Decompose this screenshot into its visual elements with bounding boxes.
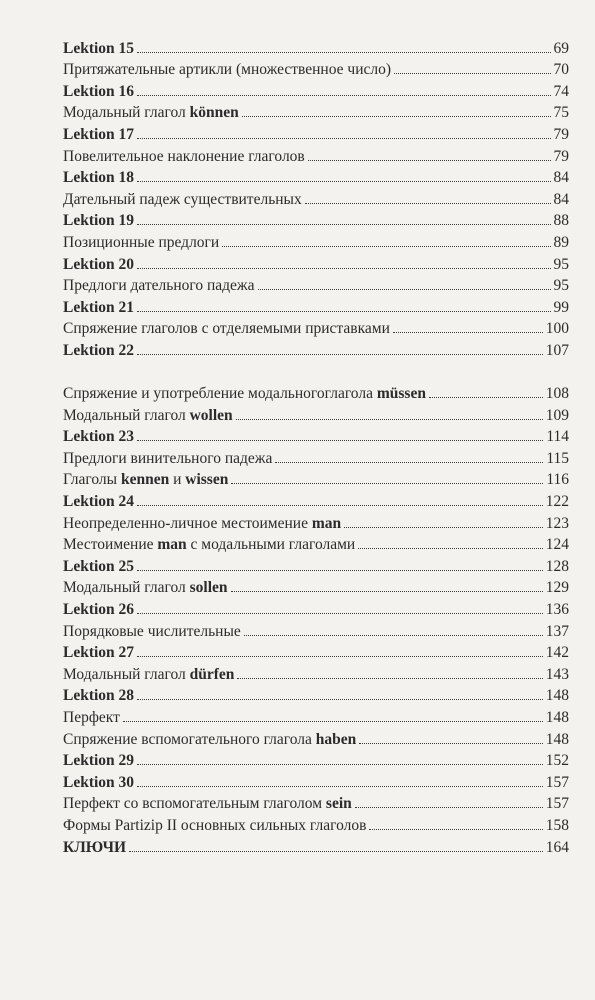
dot-leader (305, 203, 551, 204)
toc-entry (63, 488, 569, 510)
toc-entry-title (63, 795, 352, 812)
dot-leader (344, 527, 543, 528)
toc-entry-title-part: Перфект со вспомогательным глаголом (63, 795, 326, 813)
toc-entry (63, 359, 569, 402)
toc-entry-title-bold-part: sein (325, 795, 352, 813)
dot-leader (137, 268, 550, 269)
toc-entry-title-bold-part: Lektion 26 (63, 601, 135, 619)
toc-entry-title (63, 493, 134, 510)
dot-leader (137, 656, 543, 657)
toc-entry-page-number: 75 (553, 104, 569, 122)
toc-entry-page-number: 95 (553, 277, 569, 295)
dot-leader (129, 851, 543, 852)
dot-leader (123, 721, 543, 722)
toc-entry-title (63, 61, 391, 78)
toc-entry-title-bold-part: Lektion 17 (63, 125, 135, 143)
toc-entry-page-number: 99 (553, 298, 569, 316)
toc-entry-page-number: 84 (553, 169, 569, 187)
toc-entry-title-bold-part: Lektion 24 (63, 493, 135, 511)
toc-entry-page-number: 142 (545, 644, 569, 662)
toc-entry-title-part: Спряжение вспомогательного глагола (63, 730, 316, 748)
toc-entry (63, 834, 569, 856)
toc-entry (63, 769, 569, 791)
toc-entry (63, 510, 569, 532)
toc-entry-title (63, 709, 120, 726)
dot-leader (137, 764, 543, 765)
toc-entry (63, 186, 569, 208)
toc-entry (63, 294, 569, 316)
toc-entry (63, 618, 569, 640)
toc-entry-title-bold-part: haben (315, 730, 357, 748)
toc-entry-page-number: 152 (545, 752, 569, 770)
dot-leader (369, 829, 542, 830)
toc-entry-page-number: 148 (545, 687, 569, 705)
toc-entry-title (63, 839, 126, 856)
dot-leader (137, 138, 550, 139)
toc-entry-title-bold-part: Lektion 25 (63, 557, 135, 575)
toc-entry-title (63, 450, 272, 467)
dot-leader (137, 52, 550, 53)
toc-entry (63, 812, 569, 834)
toc-entry-title (63, 558, 134, 575)
toc-entry-title-bold-part: Lektion 18 (63, 169, 135, 187)
toc-entry-page-number: 136 (545, 601, 569, 619)
toc-entry-page-number: 70 (553, 61, 569, 79)
toc-entry-page-number: 74 (553, 82, 569, 100)
dot-leader (137, 505, 543, 506)
toc-entry-title-part: Модальный глагол (63, 406, 190, 424)
toc-entry-title (63, 623, 241, 640)
toc-entry-title-bold-part: sollen (189, 579, 228, 597)
toc-entry-title-part: Предлоги дательного падежа (63, 277, 255, 295)
toc-entry-title-bold-part: Lektion 23 (63, 428, 135, 446)
toc-entry-title (63, 234, 219, 251)
dot-leader (137, 95, 550, 96)
toc-entry-page-number: 148 (545, 730, 569, 748)
toc-entry-title-part: Дательный падеж существительных (63, 190, 302, 208)
toc-entry-title-bold-part: wissen (185, 471, 229, 489)
toc-entry-title-part: Модальный глагол (63, 665, 190, 683)
toc-entry-title-part: Притяжательные артикли (множественное число) (63, 61, 392, 79)
toc-entry-title (63, 212, 134, 229)
dot-leader (137, 699, 543, 700)
toc-entry-title-part: Спряжение глаголов с отделяемыми приставками (63, 320, 390, 338)
toc-entry-title (63, 817, 366, 834)
toc-entry-title-bold-part: Lektion 30 (63, 773, 135, 791)
toc-entry-title (63, 169, 134, 186)
dot-leader (236, 419, 543, 420)
toc-entry-title-bold-part: Lektion 28 (63, 687, 135, 705)
toc-entry (63, 273, 569, 295)
toc-entry-title-bold-part: Lektion 27 (63, 644, 135, 662)
toc-entry-page-number: 123 (545, 514, 569, 532)
dot-leader (137, 786, 543, 787)
toc-entry-title (63, 428, 134, 445)
toc-entry-title (63, 83, 134, 100)
toc-entry-title (63, 191, 302, 208)
dot-leader (231, 483, 543, 484)
dot-leader (244, 635, 543, 636)
toc-entry-page-number: 115 (546, 449, 569, 467)
toc-entry-title-part: Позиционные предлоги (63, 233, 220, 251)
toc-entry-page-number: 116 (546, 471, 569, 489)
toc-entry-title-part: Местоимение (63, 536, 158, 554)
toc-entry-page-number: 79 (553, 147, 569, 165)
toc-entry (63, 575, 569, 597)
toc-entry-title-bold-part: kennen (120, 471, 170, 489)
toc-entry-title (63, 601, 134, 618)
toc-entry-title-line1: Спряжение и употребление модального (63, 385, 325, 403)
toc-entry-page-number: 157 (545, 795, 569, 813)
toc-entry-title (63, 731, 356, 748)
toc-entry-page-number: 157 (545, 773, 569, 791)
dot-leader (355, 807, 543, 808)
dot-leader (137, 354, 543, 355)
toc-entry-page-number: 129 (545, 579, 569, 597)
dot-leader (237, 678, 542, 679)
toc-entry-title (63, 774, 134, 791)
dot-leader (258, 289, 551, 290)
toc-entry-title (63, 752, 134, 769)
toc-entry-title-part: Модальный глагол (63, 104, 190, 122)
toc-entry-title-bold-part: dürfen (189, 665, 235, 683)
toc-entry (63, 704, 569, 726)
toc-entry-title (63, 515, 341, 532)
toc-entry (63, 467, 569, 489)
toc-entry-title-bold-part: Lektion 16 (63, 82, 135, 100)
toc-entry-title-bold-part: Lektion 19 (63, 212, 135, 230)
dot-leader (308, 160, 551, 161)
dot-leader (358, 548, 543, 549)
dot-leader (394, 73, 550, 74)
toc-entry (63, 726, 569, 748)
toc-entry-page-number: 122 (545, 493, 569, 511)
toc-entry-title-part: Перфект (63, 709, 120, 726)
toc-entry (63, 596, 569, 618)
toc-entry-page-number: 95 (553, 255, 569, 273)
toc-entry-title-bold-part: Lektion 22 (63, 341, 135, 359)
dot-leader (393, 332, 543, 333)
toc-entry-title (63, 126, 134, 143)
toc-entry-title (63, 40, 134, 57)
toc-entry (63, 424, 569, 446)
toc-entry (63, 316, 569, 338)
toc-entry-title (63, 256, 134, 273)
toc-entry-title (63, 148, 305, 165)
toc-entry-page-number: 109 (545, 406, 569, 424)
toc-entry-title (63, 277, 255, 294)
toc-entry-title-bold-part: müssen (376, 385, 426, 403)
toc-entry-page-number: 69 (553, 39, 569, 57)
dot-leader (137, 613, 543, 614)
toc-entry-title-bold-part: КЛЮЧИ (63, 838, 127, 856)
toc-entry (63, 553, 569, 575)
toc-entry-page-number: 158 (545, 816, 569, 834)
dot-leader (231, 591, 543, 592)
toc-entry (63, 748, 569, 770)
toc-entry-page-number: 88 (553, 212, 569, 230)
toc-entry (63, 57, 569, 79)
toc-entry-title (63, 644, 134, 661)
toc-entry-title (63, 299, 134, 316)
toc-entry (63, 121, 569, 143)
toc-entry-title-part: Повелительное наклонение глаголов (63, 147, 305, 165)
toc-entry-title-bold-part: wollen (189, 406, 233, 424)
toc-entry (63, 229, 569, 251)
toc-entry-title-part: и (169, 471, 186, 489)
toc-entry (63, 791, 569, 813)
dot-leader (137, 224, 550, 225)
toc-entry (63, 78, 569, 100)
toc-entry-title (63, 342, 134, 359)
toc-entry-title (63, 104, 239, 121)
dot-leader (137, 440, 543, 441)
toc-entry (63, 143, 569, 165)
dot-leader (137, 181, 550, 182)
toc-entry-page-number: 124 (545, 536, 569, 554)
toc-entry-title (63, 320, 390, 337)
toc-entry-title-bold-part: können (189, 104, 239, 122)
toc-entry (63, 100, 569, 122)
toc-entry-page-number: 137 (545, 622, 569, 640)
toc-entry-page-number: 114 (546, 428, 569, 446)
toc-entry-title-part: Предлоги винительного падежа (63, 449, 273, 467)
toc-entry-title (63, 687, 134, 704)
toc-entry-title (63, 385, 426, 402)
dot-leader (359, 743, 542, 744)
table-of-contents (63, 35, 569, 856)
dot-leader (242, 116, 551, 117)
toc-entry-title-part: Формы Partizip II основных сильных глаголов (63, 816, 367, 834)
toc-entry-page-number: 107 (545, 341, 569, 359)
toc-entry (63, 532, 569, 554)
toc-entry (63, 35, 569, 57)
toc-entry-title (63, 407, 233, 424)
toc-entry (63, 337, 569, 359)
toc-entry-page-number: 143 (545, 665, 569, 683)
toc-entry-title (63, 536, 355, 553)
dot-leader (275, 462, 543, 463)
toc-entry-title-part: Глаголы (63, 471, 121, 489)
toc-entry-title-part: с модальными глаголами (186, 536, 356, 554)
toc-entry-title-bold-part: Lektion 21 (63, 298, 135, 316)
toc-entry-page-number: 100 (545, 320, 569, 338)
toc-entry-page-number: 84 (553, 190, 569, 208)
toc-entry (63, 640, 569, 662)
toc-entry-title-bold-part: man (157, 536, 187, 554)
toc-entry-title-bold-part: man (311, 514, 342, 532)
toc-entry-title-part: Порядковые числительные (63, 622, 241, 640)
toc-entry (63, 165, 569, 187)
toc-entry-title-part: глагола (324, 385, 377, 403)
toc-entry-title-part: Неопределенно-личное местоимение (63, 514, 312, 532)
toc-entry-page-number: 89 (553, 233, 569, 251)
toc-entry-title-bold-part: Lektion 29 (63, 752, 135, 770)
toc-entry (63, 445, 569, 467)
dot-leader (429, 397, 543, 398)
toc-entry-title (63, 666, 234, 683)
toc-entry-page-number: 108 (545, 385, 569, 403)
dot-leader (137, 311, 550, 312)
toc-entry (63, 208, 569, 230)
toc-entry-title-bold-part: Lektion 20 (63, 255, 135, 273)
toc-entry-page-number: 128 (545, 557, 569, 575)
toc-entry-page-number: 79 (553, 125, 569, 143)
dot-leader (137, 570, 543, 571)
toc-entry (63, 661, 569, 683)
toc-entry-page-number: 148 (545, 709, 569, 726)
toc-entry (63, 683, 569, 705)
toc-entry-title-part: Модальный глагол (63, 579, 190, 597)
toc-entry-page-number: 164 (545, 838, 569, 856)
toc-entry-title-bold-part: Lektion 15 (63, 39, 135, 57)
dot-leader (222, 246, 550, 247)
toc-entry-title (63, 579, 228, 596)
toc-entry (63, 402, 569, 424)
toc-entry-title (63, 471, 228, 488)
toc-entry (63, 251, 569, 273)
